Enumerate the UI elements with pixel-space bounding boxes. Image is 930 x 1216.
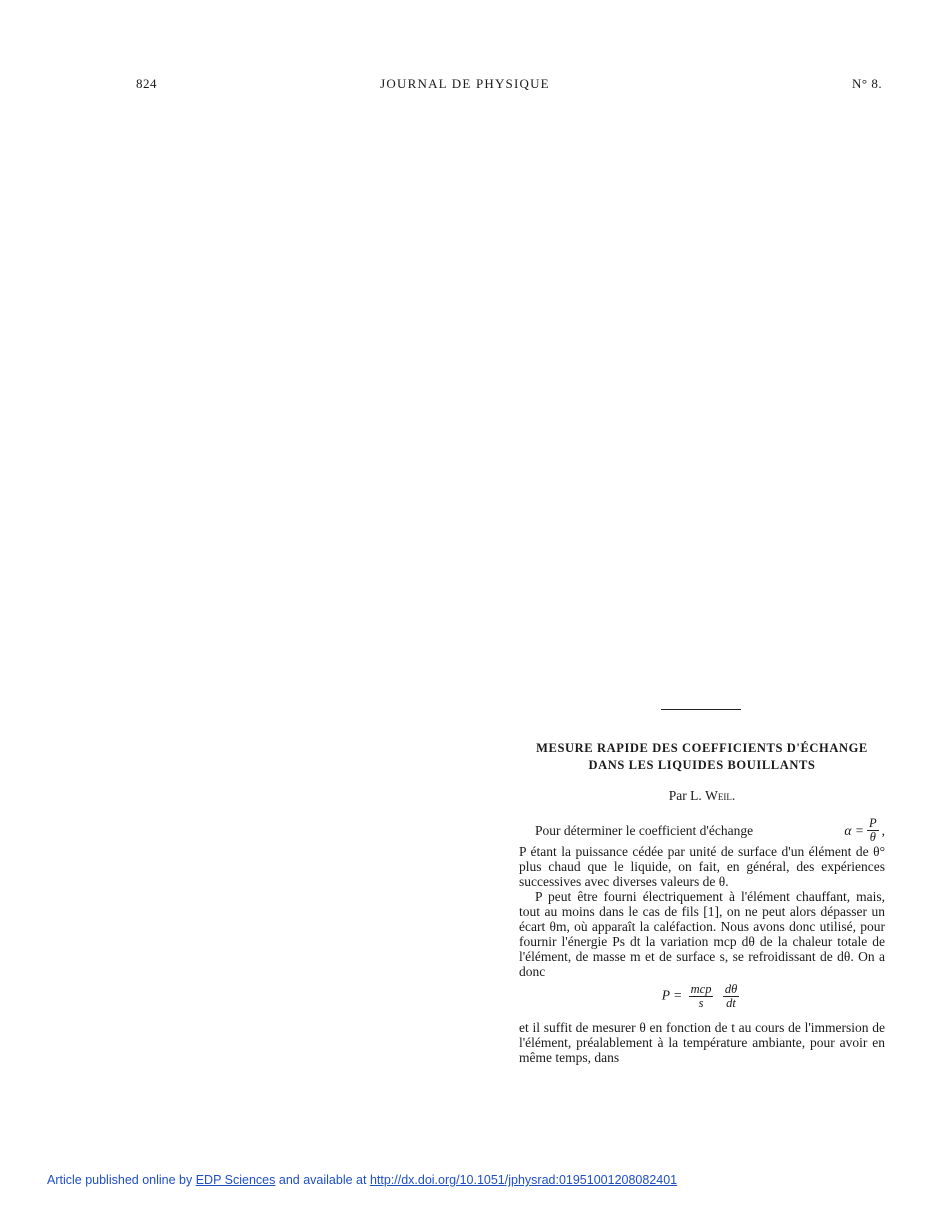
- author-line: Par L. Weil.: [668, 788, 736, 803]
- article: [519, 740, 885, 1065]
- issue-number: N° 8.: [852, 76, 883, 91]
- equation: P = $\frac{\text{mcp}}{s}$ $\frac{d\theta}{dt}$: [661, 982, 738, 1010]
- paragraph-2: P peut être fourni électriquement à l'élément chauffant, mais, tout au moins dans le cas de fils [1], on ne peut alors dépasser un écart θm, où apparaît la caléfaction. Nous avons donc utilisé, pour fournir l'énergie Ps dt la variation mcp dθ de la chaleur totale de l'élément, de masse m et de surface s, se refroidissant de dθ. On a donc: [519, 889, 885, 979]
- author-name: Weil.: [705, 788, 736, 803]
- article-title: MESURE RAPIDE DES COEFFICIENTS D'ÉCHANGE DANS LES LIQUIDES BOUILLANTS: [536, 741, 868, 772]
- formula-alpha: α =: [844, 823, 864, 838]
- paragraph-3: et il suffit de mesurer θ en fonction de t au cours de l'immersion de l'élément, préalablement à la température ambiante, pour avoir en même temps, dans: [519, 1020, 885, 1065]
- fraction-p-theta: $\frac{P}{\theta}$: [868, 816, 877, 844]
- page-number: 824: [136, 76, 157, 91]
- paragraph-1-cont: P étant la puissance cédée par unité de surface d'un élément de θ° plus chaud que le liquide, on fait, en général, des expériences successives avec diverses valeurs de θ.: [519, 844, 885, 889]
- paragraph-1: Pour déterminer le coefficient d'échange α = $\frac{P}{\theta}$ ,: [535, 816, 885, 844]
- section-divider: [661, 709, 741, 710]
- running-header: [0, 76, 930, 96]
- publication-footer: Article published online by EDP Sciences and available at http://dx.doi.org/10.1051/jphysrad:01951001208082401: [47, 1173, 678, 1187]
- publisher-link[interactable]: EDP Sciences: [195, 1173, 276, 1187]
- journal-title: JOURNAL DE PHYSIQUE: [380, 76, 550, 91]
- doi-link[interactable]: http://dx.doi.org/10.1051/jphysrad:01951001208082401: [369, 1173, 678, 1187]
